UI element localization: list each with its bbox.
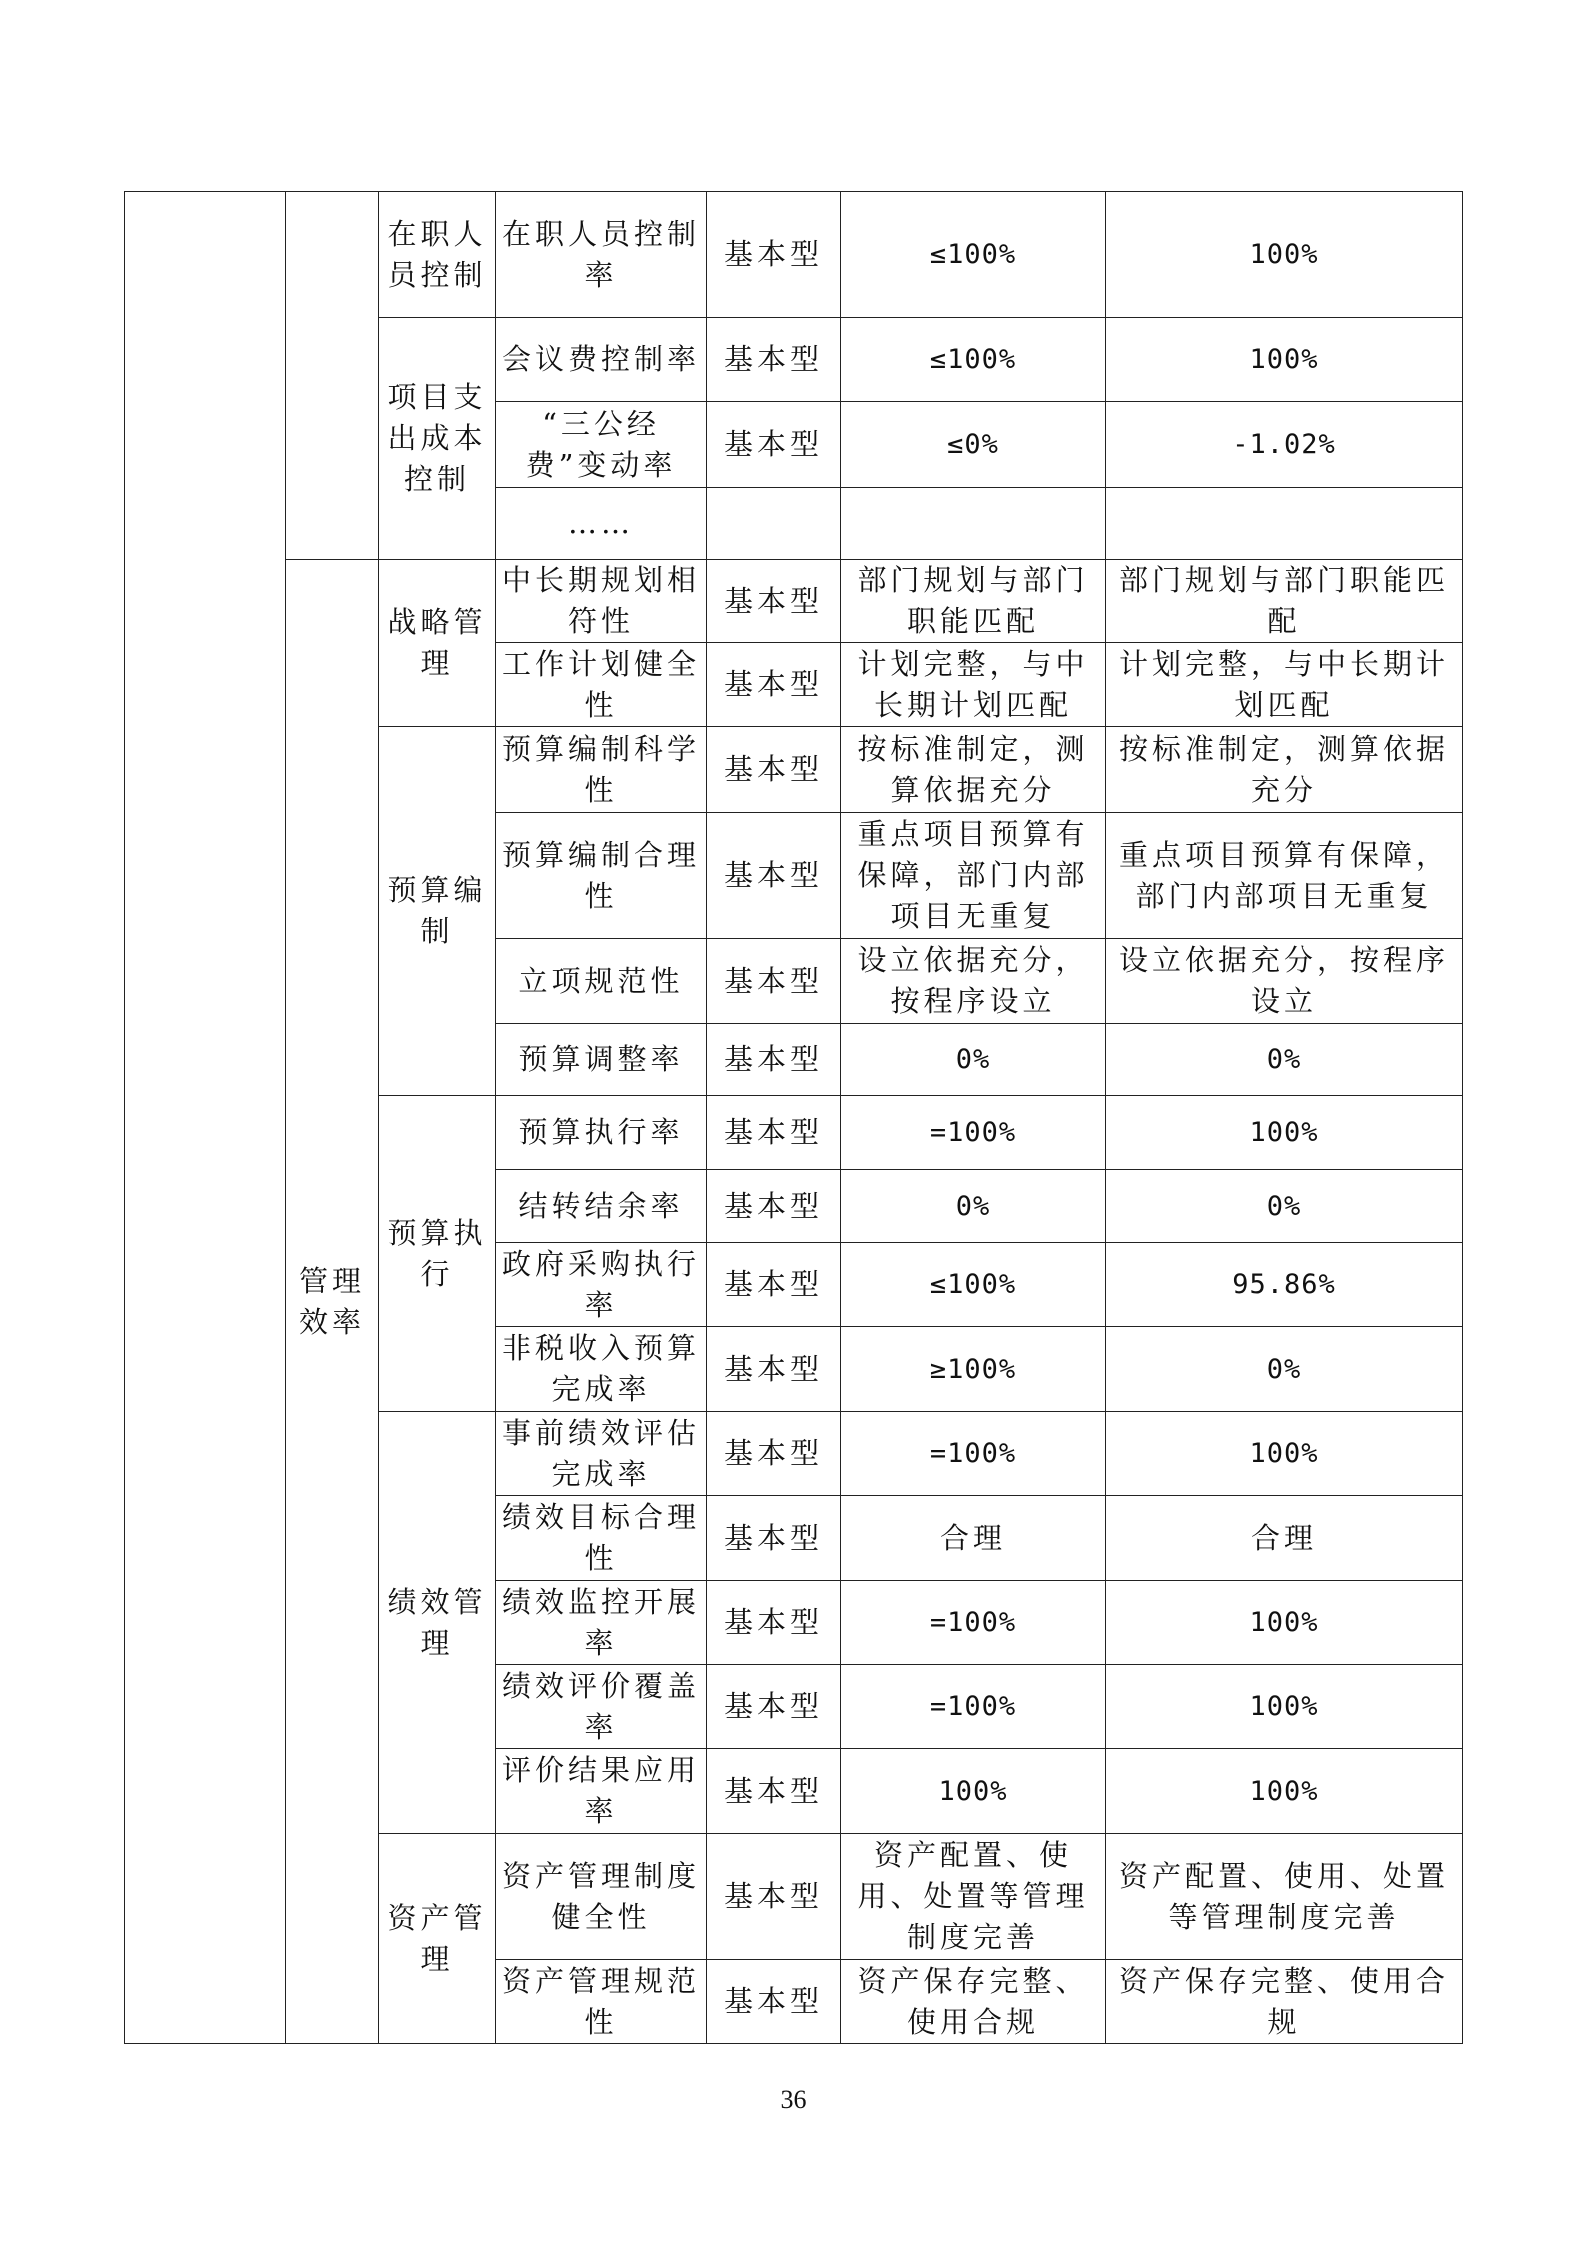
target-cell: =100% (841, 1581, 1106, 1665)
indicator-cell: 预算调整率 (496, 1024, 707, 1096)
level3-cell: 资产管理 (379, 1834, 496, 2044)
actual-cell: 0% (1106, 1024, 1463, 1096)
type-cell: 基本型 (707, 1749, 841, 1834)
actual-cell: 100% (1106, 1749, 1463, 1834)
actual-cell: 100% (1106, 192, 1463, 318)
type-cell: 基本型 (707, 560, 841, 643)
target-cell: 资产配置、使用、处置等管理制度完善 (841, 1834, 1106, 1960)
indicator-cell: 工作计划健全性 (496, 643, 707, 727)
level3-cell: 在职人员控制 (379, 192, 496, 318)
indicator-cell: 评价结果应用率 (496, 1749, 707, 1834)
target-cell: =100% (841, 1665, 1106, 1749)
target-cell: 0% (841, 1170, 1106, 1243)
type-cell: 基本型 (707, 1412, 841, 1496)
type-cell: 基本型 (707, 727, 841, 813)
table-row (125, 192, 1463, 318)
indicator-cell: 结转结余率 (496, 1170, 707, 1243)
actual-cell: 设立依据充分，按程序设立 (1106, 939, 1463, 1024)
indicator-cell: 资产管理规范性 (496, 1960, 707, 2044)
actual-cell: 100% (1106, 1581, 1463, 1665)
actual-cell: -1.02% (1106, 402, 1463, 488)
target-cell: =100% (841, 1412, 1106, 1496)
type-cell: 基本型 (707, 1243, 841, 1327)
level2-cell (286, 192, 379, 560)
indicator-cell: 预算执行率 (496, 1096, 707, 1170)
target-cell: =100% (841, 1096, 1106, 1170)
page-number: 36 (780, 2085, 807, 2114)
level1-cell (125, 192, 286, 2044)
level3-cell: 绩效管理 (379, 1412, 496, 1834)
actual-cell (1106, 488, 1463, 560)
target-cell: 0% (841, 1024, 1106, 1096)
target-cell: 按标准制定，测算依据充分 (841, 727, 1106, 813)
type-cell: 基本型 (707, 813, 841, 939)
target-cell: 计划完整，与中长期计划匹配 (841, 643, 1106, 727)
target-cell (841, 488, 1106, 560)
actual-cell: 重点项目预算有保障，部门内部项目无重复 (1106, 813, 1463, 939)
type-cell: 基本型 (707, 939, 841, 1024)
type-cell: 基本型 (707, 1327, 841, 1412)
indicator-cell: 立项规范性 (496, 939, 707, 1024)
target-cell: ≥100% (841, 1327, 1106, 1412)
indicator-cell: 中长期规划相符性 (496, 560, 707, 643)
target-cell: 资产保存完整、使用合规 (841, 1960, 1106, 2044)
level2-cell: 管理效率 (286, 560, 379, 2044)
indicator-cell: 事前绩效评估完成率 (496, 1412, 707, 1496)
indicator-cell: 绩效目标合理性 (496, 1496, 707, 1581)
actual-cell: 资产保存完整、使用合规 (1106, 1960, 1463, 2044)
target-cell: 合理 (841, 1496, 1106, 1581)
actual-cell: 部门规划与部门职能匹配 (1106, 560, 1463, 643)
target-cell: ≤0% (841, 402, 1106, 488)
indicator-cell: 在职人员控制率 (496, 192, 707, 318)
type-cell: 基本型 (707, 1024, 841, 1096)
type-cell: 基本型 (707, 402, 841, 488)
actual-cell: 100% (1106, 1096, 1463, 1170)
actual-cell: 计划完整，与中长期计划匹配 (1106, 643, 1463, 727)
indicator-cell: 会议费控制率 (496, 318, 707, 402)
type-cell: 基本型 (707, 1834, 841, 1960)
indicator-cell: 资产管理制度健全性 (496, 1834, 707, 1960)
type-cell: 基本型 (707, 1581, 841, 1665)
type-cell: 基本型 (707, 1960, 841, 2044)
level3-cell: 预算编制 (379, 727, 496, 1096)
target-cell: 部门规划与部门职能匹配 (841, 560, 1106, 643)
actual-cell: 95.86% (1106, 1243, 1463, 1327)
indicator-cell: 预算编制科学性 (496, 727, 707, 813)
actual-cell: 合理 (1106, 1496, 1463, 1581)
indicator-cell: 非税收入预算完成率 (496, 1327, 707, 1412)
type-cell (707, 488, 841, 560)
indicator-cell: 预算编制合理性 (496, 813, 707, 939)
target-cell: 设立依据充分，按程序设立 (841, 939, 1106, 1024)
type-cell: 基本型 (707, 1096, 841, 1170)
level3-cell: 预算执行 (379, 1096, 496, 1412)
actual-cell: 100% (1106, 1665, 1463, 1749)
type-cell: 基本型 (707, 318, 841, 402)
type-cell: 基本型 (707, 1496, 841, 1581)
type-cell: 基本型 (707, 192, 841, 318)
level3-cell: 项目支出成本控制 (379, 318, 496, 560)
indicator-cell: 绩效监控开展率 (496, 1581, 707, 1665)
target-cell: 100% (841, 1749, 1106, 1834)
actual-cell: 按标准制定，测算依据充分 (1106, 727, 1463, 813)
actual-cell: 100% (1106, 318, 1463, 402)
type-cell: 基本型 (707, 643, 841, 727)
type-cell: 基本型 (707, 1170, 841, 1243)
type-cell: 基本型 (707, 1665, 841, 1749)
indicator-cell: 绩效评价覆盖率 (496, 1665, 707, 1749)
actual-cell: 100% (1106, 1412, 1463, 1496)
table-row (125, 560, 1463, 643)
actual-cell: 资产配置、使用、处置等管理制度完善 (1106, 1834, 1463, 1960)
indicator-cell: …… (496, 488, 707, 560)
target-cell: ≤100% (841, 192, 1106, 318)
target-cell: ≤100% (841, 1243, 1106, 1327)
performance-indicator-table (124, 191, 1463, 2044)
target-cell: 重点项目预算有保障，部门内部项目无重复 (841, 813, 1106, 939)
target-cell: ≤100% (841, 318, 1106, 402)
indicator-cell: “三公经费”变动率 (496, 402, 707, 488)
actual-cell: 0% (1106, 1170, 1463, 1243)
actual-cell: 0% (1106, 1327, 1463, 1412)
indicator-cell: 政府采购执行率 (496, 1243, 707, 1327)
level3-cell: 战略管理 (379, 560, 496, 727)
